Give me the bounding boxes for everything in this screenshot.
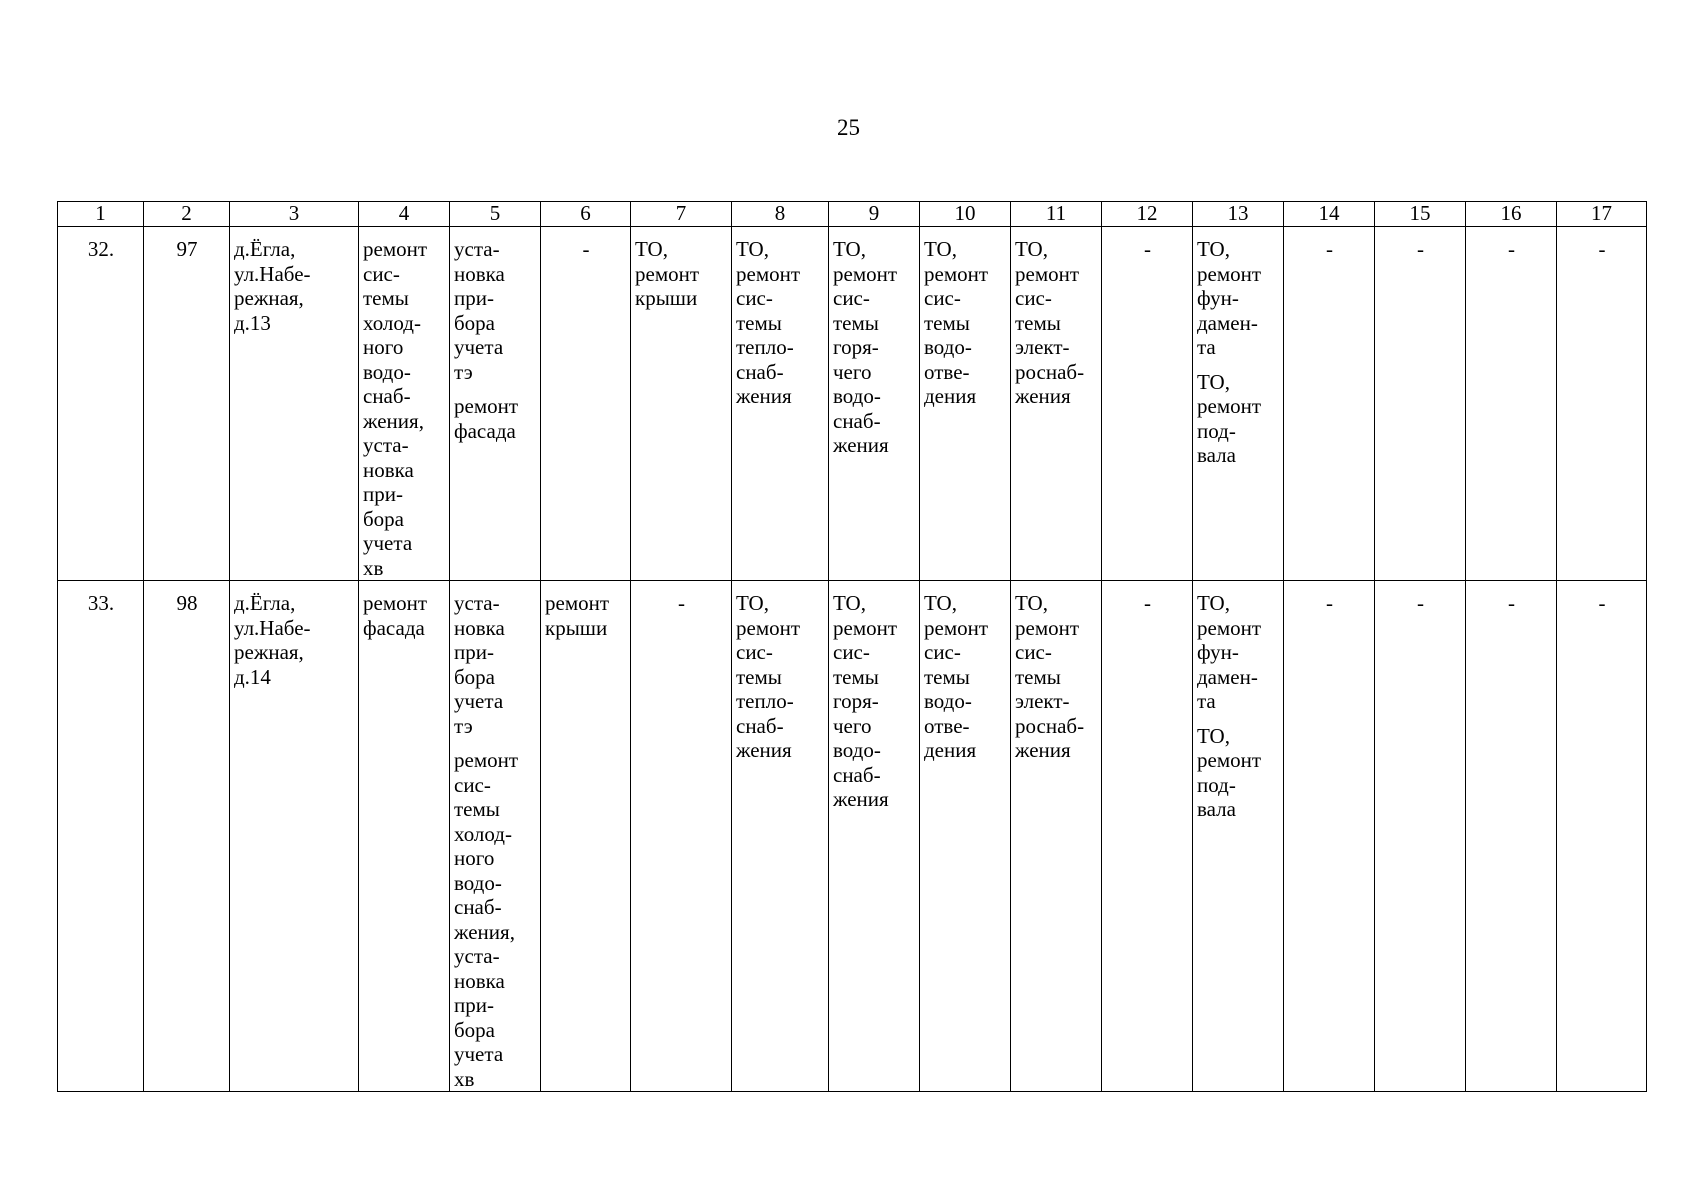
column-header: 11	[1011, 202, 1102, 227]
cell-text-line: сис-	[833, 640, 870, 664]
work-cell-col12	[1102, 581, 1193, 1092]
cell-text-line: ТО,	[1015, 591, 1048, 615]
cell-text-line: ремонт	[363, 591, 428, 615]
cell-text-line: бора	[363, 506, 405, 531]
cell-text-line: крыши	[635, 286, 698, 310]
work-item	[454, 394, 537, 443]
cell-text-line: бора	[454, 664, 496, 689]
column-header: 4	[359, 202, 450, 227]
cell-text-line: ремонт	[454, 394, 519, 418]
cell-text-line: уста-	[363, 433, 409, 457]
cell-text-line: ТО,	[635, 237, 668, 261]
cell-text-line: дамен-	[1197, 310, 1258, 335]
cell-text-line: уста-	[454, 591, 500, 615]
cell-text-line: учета	[454, 335, 504, 359]
cell-text-line: отве-	[924, 713, 970, 738]
cell-text-line: темы	[363, 286, 409, 310]
cell-text-line: ремонт	[924, 615, 989, 640]
cell-text-line: ТО,	[833, 591, 866, 615]
cell-text-line: д.Ёгла,	[234, 237, 296, 261]
cell-text-line: д.14	[234, 664, 271, 689]
cell-text-line: новка	[454, 968, 505, 993]
cell-text-line: дамен-	[1197, 664, 1258, 689]
work-cell-col9	[829, 581, 920, 1092]
cell-text-line: сис-	[1015, 640, 1052, 664]
cell-text-line: фун-	[1197, 640, 1239, 664]
cell-text-line: снаб-	[454, 895, 502, 919]
cell-text-line: фун-	[1197, 286, 1239, 310]
cell-text-line: ремонт	[833, 261, 898, 286]
cell-text-line: элект-	[1015, 335, 1070, 359]
cell-text-line: ТО,	[736, 591, 769, 615]
work-cell-col8	[732, 581, 829, 1092]
cell-text-line: снаб-	[833, 762, 881, 787]
work-cell-col5	[450, 581, 541, 1092]
cell-text-line: темы	[454, 797, 500, 821]
cell-text-line: ремонт	[635, 261, 700, 286]
cell-text-line: водо-	[363, 359, 411, 384]
cell-text-line: жения	[736, 384, 792, 408]
cell-text-line: сис-	[924, 640, 961, 664]
work-item	[1197, 237, 1280, 360]
cell-text-line: при-	[454, 640, 494, 664]
cell-text-line: при-	[454, 286, 494, 310]
column-header: 5	[450, 202, 541, 227]
work-cell-col14	[1284, 227, 1375, 581]
cell-text-line: темы	[924, 664, 970, 689]
work-cell-col13	[1193, 581, 1284, 1092]
work-cell-col10	[920, 581, 1011, 1092]
empty-dash: -	[1144, 237, 1151, 261]
cell-text-line: учета	[363, 531, 413, 555]
cell-text-line: темы	[924, 310, 970, 335]
address-cell	[230, 581, 359, 1092]
empty-dash: -	[1508, 237, 1515, 261]
column-header: 12	[1102, 202, 1193, 227]
cell-text-line: под-	[1197, 772, 1236, 797]
row-number-cell	[58, 227, 144, 581]
cell-text-line: сис-	[736, 286, 773, 310]
table-row	[58, 581, 1647, 1092]
column-header: 17	[1557, 202, 1647, 227]
cell-text-line: ТО,	[1197, 723, 1230, 748]
empty-dash: -	[1326, 237, 1333, 261]
column-header: 16	[1466, 202, 1557, 227]
cell-text-line: та	[1197, 335, 1216, 359]
cell-text-line: горя-	[833, 335, 879, 359]
cell-text-line: темы	[736, 664, 782, 689]
work-item	[1197, 591, 1280, 714]
cell-text-line: чего	[833, 713, 872, 738]
cell-text-line: -	[678, 591, 685, 615]
work-cell-col15	[1375, 581, 1466, 1092]
work-cell-col6	[541, 581, 631, 1092]
cell-text-line: учета	[454, 1042, 504, 1066]
cell-text-line: ремонт	[833, 615, 898, 640]
cell-text-line: ремонт	[1197, 394, 1262, 418]
cell-text-line: режная,	[234, 286, 304, 310]
cell-text-line: ремонт	[736, 261, 801, 286]
work-cell-col7	[631, 581, 732, 1092]
empty-dash: -	[1326, 591, 1333, 615]
cell-text-line: ТО,	[924, 237, 957, 261]
cell-text-line: горя-	[833, 689, 879, 713]
empty-dash: -	[1598, 237, 1606, 261]
column-header: 7	[631, 202, 732, 227]
building-id: 97	[176, 237, 198, 261]
cell-text-line: дения	[924, 738, 977, 762]
cell-text-line: ТО,	[1197, 237, 1230, 261]
cell-text-line: ремонт	[545, 591, 610, 615]
column-header: 13	[1193, 202, 1284, 227]
cell-text-line: под-	[1197, 418, 1236, 443]
work-cell-col9	[829, 227, 920, 581]
cell-text-line: ремонт	[454, 748, 519, 772]
work-cell-col14	[1284, 581, 1375, 1092]
cell-text-line: ул.Набе-	[234, 261, 311, 286]
cell-text-line: д.Ёгла,	[234, 591, 296, 615]
empty-dash: -	[1417, 237, 1424, 261]
maintenance-plan-table	[57, 201, 1647, 1092]
cell-text-line: бора	[454, 310, 496, 335]
empty-dash: -	[1508, 591, 1515, 615]
column-header: 14	[1284, 202, 1375, 227]
column-header: 2	[144, 202, 230, 227]
column-number-row	[58, 202, 1647, 227]
work-cell-col17	[1557, 227, 1647, 581]
cell-text-line: вала	[1197, 797, 1236, 821]
column-header: 3	[230, 202, 359, 227]
cell-text-line: тепло-	[736, 689, 794, 713]
cell-text-line: крыши	[545, 615, 608, 640]
row-number-cell	[58, 581, 144, 1092]
work-cell-col13	[1193, 227, 1284, 581]
cell-text-line: жения	[833, 787, 889, 811]
building-id-cell	[144, 227, 230, 581]
work-cell-col5	[450, 227, 541, 581]
cell-text-line: ТО,	[1015, 237, 1048, 261]
cell-text-line: ремонт	[1197, 748, 1262, 772]
building-id-cell	[144, 581, 230, 1092]
cell-text-line: при-	[454, 993, 494, 1017]
cell-text-line: водо-	[454, 870, 502, 895]
column-header: 6	[541, 202, 631, 227]
cell-text-line: вала	[1197, 443, 1236, 467]
cell-text-line: новка	[454, 261, 505, 286]
work-cell-col12	[1102, 227, 1193, 581]
work-item	[1197, 724, 1280, 822]
column-header: 15	[1375, 202, 1466, 227]
cell-text-line: жения	[736, 738, 792, 762]
work-cell-col15	[1375, 227, 1466, 581]
cell-text-line: учета	[454, 689, 504, 713]
cell-text-line: водо-	[833, 384, 881, 408]
work-cell-col10	[920, 227, 1011, 581]
work-cell-col11	[1011, 581, 1102, 1092]
page-number: 25	[837, 115, 860, 140]
cell-text-line: д.13	[234, 310, 271, 335]
cell-text-line: роснаб-	[1015, 713, 1085, 738]
cell-text-line: та	[1197, 689, 1216, 713]
cell-text-line: ТО,	[736, 237, 769, 261]
work-cell-col4	[359, 581, 450, 1092]
cell-text-line: жения	[833, 433, 889, 457]
address-cell	[230, 227, 359, 581]
row-number: 33.	[87, 591, 115, 615]
cell-text-line: роснаб-	[1015, 359, 1085, 384]
cell-text-line: ремонт	[736, 615, 801, 640]
cell-text-line: темы	[1015, 310, 1061, 335]
cell-text-line: холод-	[454, 821, 512, 846]
cell-text-line: режная,	[234, 640, 304, 664]
cell-text-line: водо-	[833, 738, 881, 762]
cell-text-line: темы	[833, 664, 879, 689]
cell-text-line: бора	[454, 1017, 496, 1042]
cell-text-line: жения	[1015, 738, 1071, 762]
cell-text-line: ремонт	[1015, 615, 1080, 640]
cell-text-line: снаб-	[736, 713, 784, 738]
cell-text-line: отве-	[924, 359, 970, 384]
work-cell-col7	[631, 227, 732, 581]
work-cell-col6	[541, 227, 631, 581]
cell-text-line: элект-	[1015, 689, 1070, 713]
work-cell-col4	[359, 227, 450, 581]
cell-text-line: ного	[363, 335, 404, 359]
cell-text-line: холод-	[363, 310, 421, 335]
cell-text-line: ТО,	[1197, 591, 1230, 615]
cell-text-line: новка	[363, 457, 414, 482]
cell-text-line: дения	[924, 384, 977, 408]
cell-text-line: сис-	[363, 261, 400, 286]
cell-text-line: снаб-	[363, 384, 411, 408]
cell-text-line: сис-	[736, 640, 773, 664]
cell-text-line: чего	[833, 359, 872, 384]
cell-text-line: снаб-	[833, 408, 881, 433]
work-item	[454, 591, 537, 738]
cell-text-line: хв	[454, 1066, 475, 1091]
cell-text-line: ремонт	[924, 261, 989, 286]
column-header: 10	[920, 202, 1011, 227]
column-header: 1	[58, 202, 144, 227]
cell-text-line: уста-	[454, 237, 500, 261]
column-header: 9	[829, 202, 920, 227]
empty-dash: -	[1417, 591, 1424, 615]
cell-text-line: тэ	[454, 359, 473, 384]
work-cell-col11	[1011, 227, 1102, 581]
work-cell-col8	[732, 227, 829, 581]
cell-text-line: ремонт	[363, 237, 428, 261]
cell-text-line: темы	[833, 310, 879, 335]
column-header: 8	[732, 202, 829, 227]
table-row	[58, 227, 1647, 581]
cell-text-line: хв	[363, 555, 384, 580]
cell-text-line: ремонт	[1015, 261, 1080, 286]
cell-text-line: ул.Набе-	[234, 615, 311, 640]
cell-text-line: ремонт	[1197, 261, 1262, 286]
work-cell-col17	[1557, 581, 1647, 1092]
building-id: 98	[176, 591, 198, 615]
work-item	[454, 748, 537, 1091]
cell-text-line: тэ	[454, 713, 473, 738]
cell-text-line: ного	[454, 846, 495, 870]
cell-text-line: при-	[363, 482, 403, 506]
cell-text-line: сис-	[1015, 286, 1052, 310]
empty-dash: -	[1144, 591, 1151, 615]
cell-text-line: ремонт	[1197, 615, 1262, 640]
cell-text-line: фасада	[363, 615, 425, 640]
cell-text-line: уста-	[454, 944, 500, 968]
cell-text-line: сис-	[924, 286, 961, 310]
cell-text-line: водо-	[924, 335, 972, 359]
row-number: 32.	[87, 237, 115, 261]
cell-text-line: ТО,	[1197, 369, 1230, 394]
work-item	[1197, 370, 1280, 468]
cell-text-line: сис-	[454, 772, 491, 797]
work-cell-col16	[1466, 581, 1557, 1092]
cell-text-line: жения,	[454, 919, 515, 944]
empty-dash: -	[1598, 591, 1606, 615]
cell-text-line: темы	[1015, 664, 1061, 689]
cell-text-line: ТО,	[833, 237, 866, 261]
cell-text-line: жения,	[363, 408, 424, 433]
work-cell-col16	[1466, 227, 1557, 581]
cell-text-line: тепло-	[736, 335, 794, 359]
cell-text-line: -	[582, 237, 590, 261]
work-item	[454, 237, 537, 384]
cell-text-line: снаб-	[736, 359, 784, 384]
cell-text-line: ТО,	[924, 591, 957, 615]
cell-text-line: фасада	[454, 418, 516, 443]
cell-text-line: новка	[454, 615, 505, 640]
cell-text-line: сис-	[833, 286, 870, 310]
cell-text-line: темы	[736, 310, 782, 335]
cell-text-line: водо-	[924, 689, 972, 713]
cell-text-line: жения	[1015, 384, 1071, 408]
